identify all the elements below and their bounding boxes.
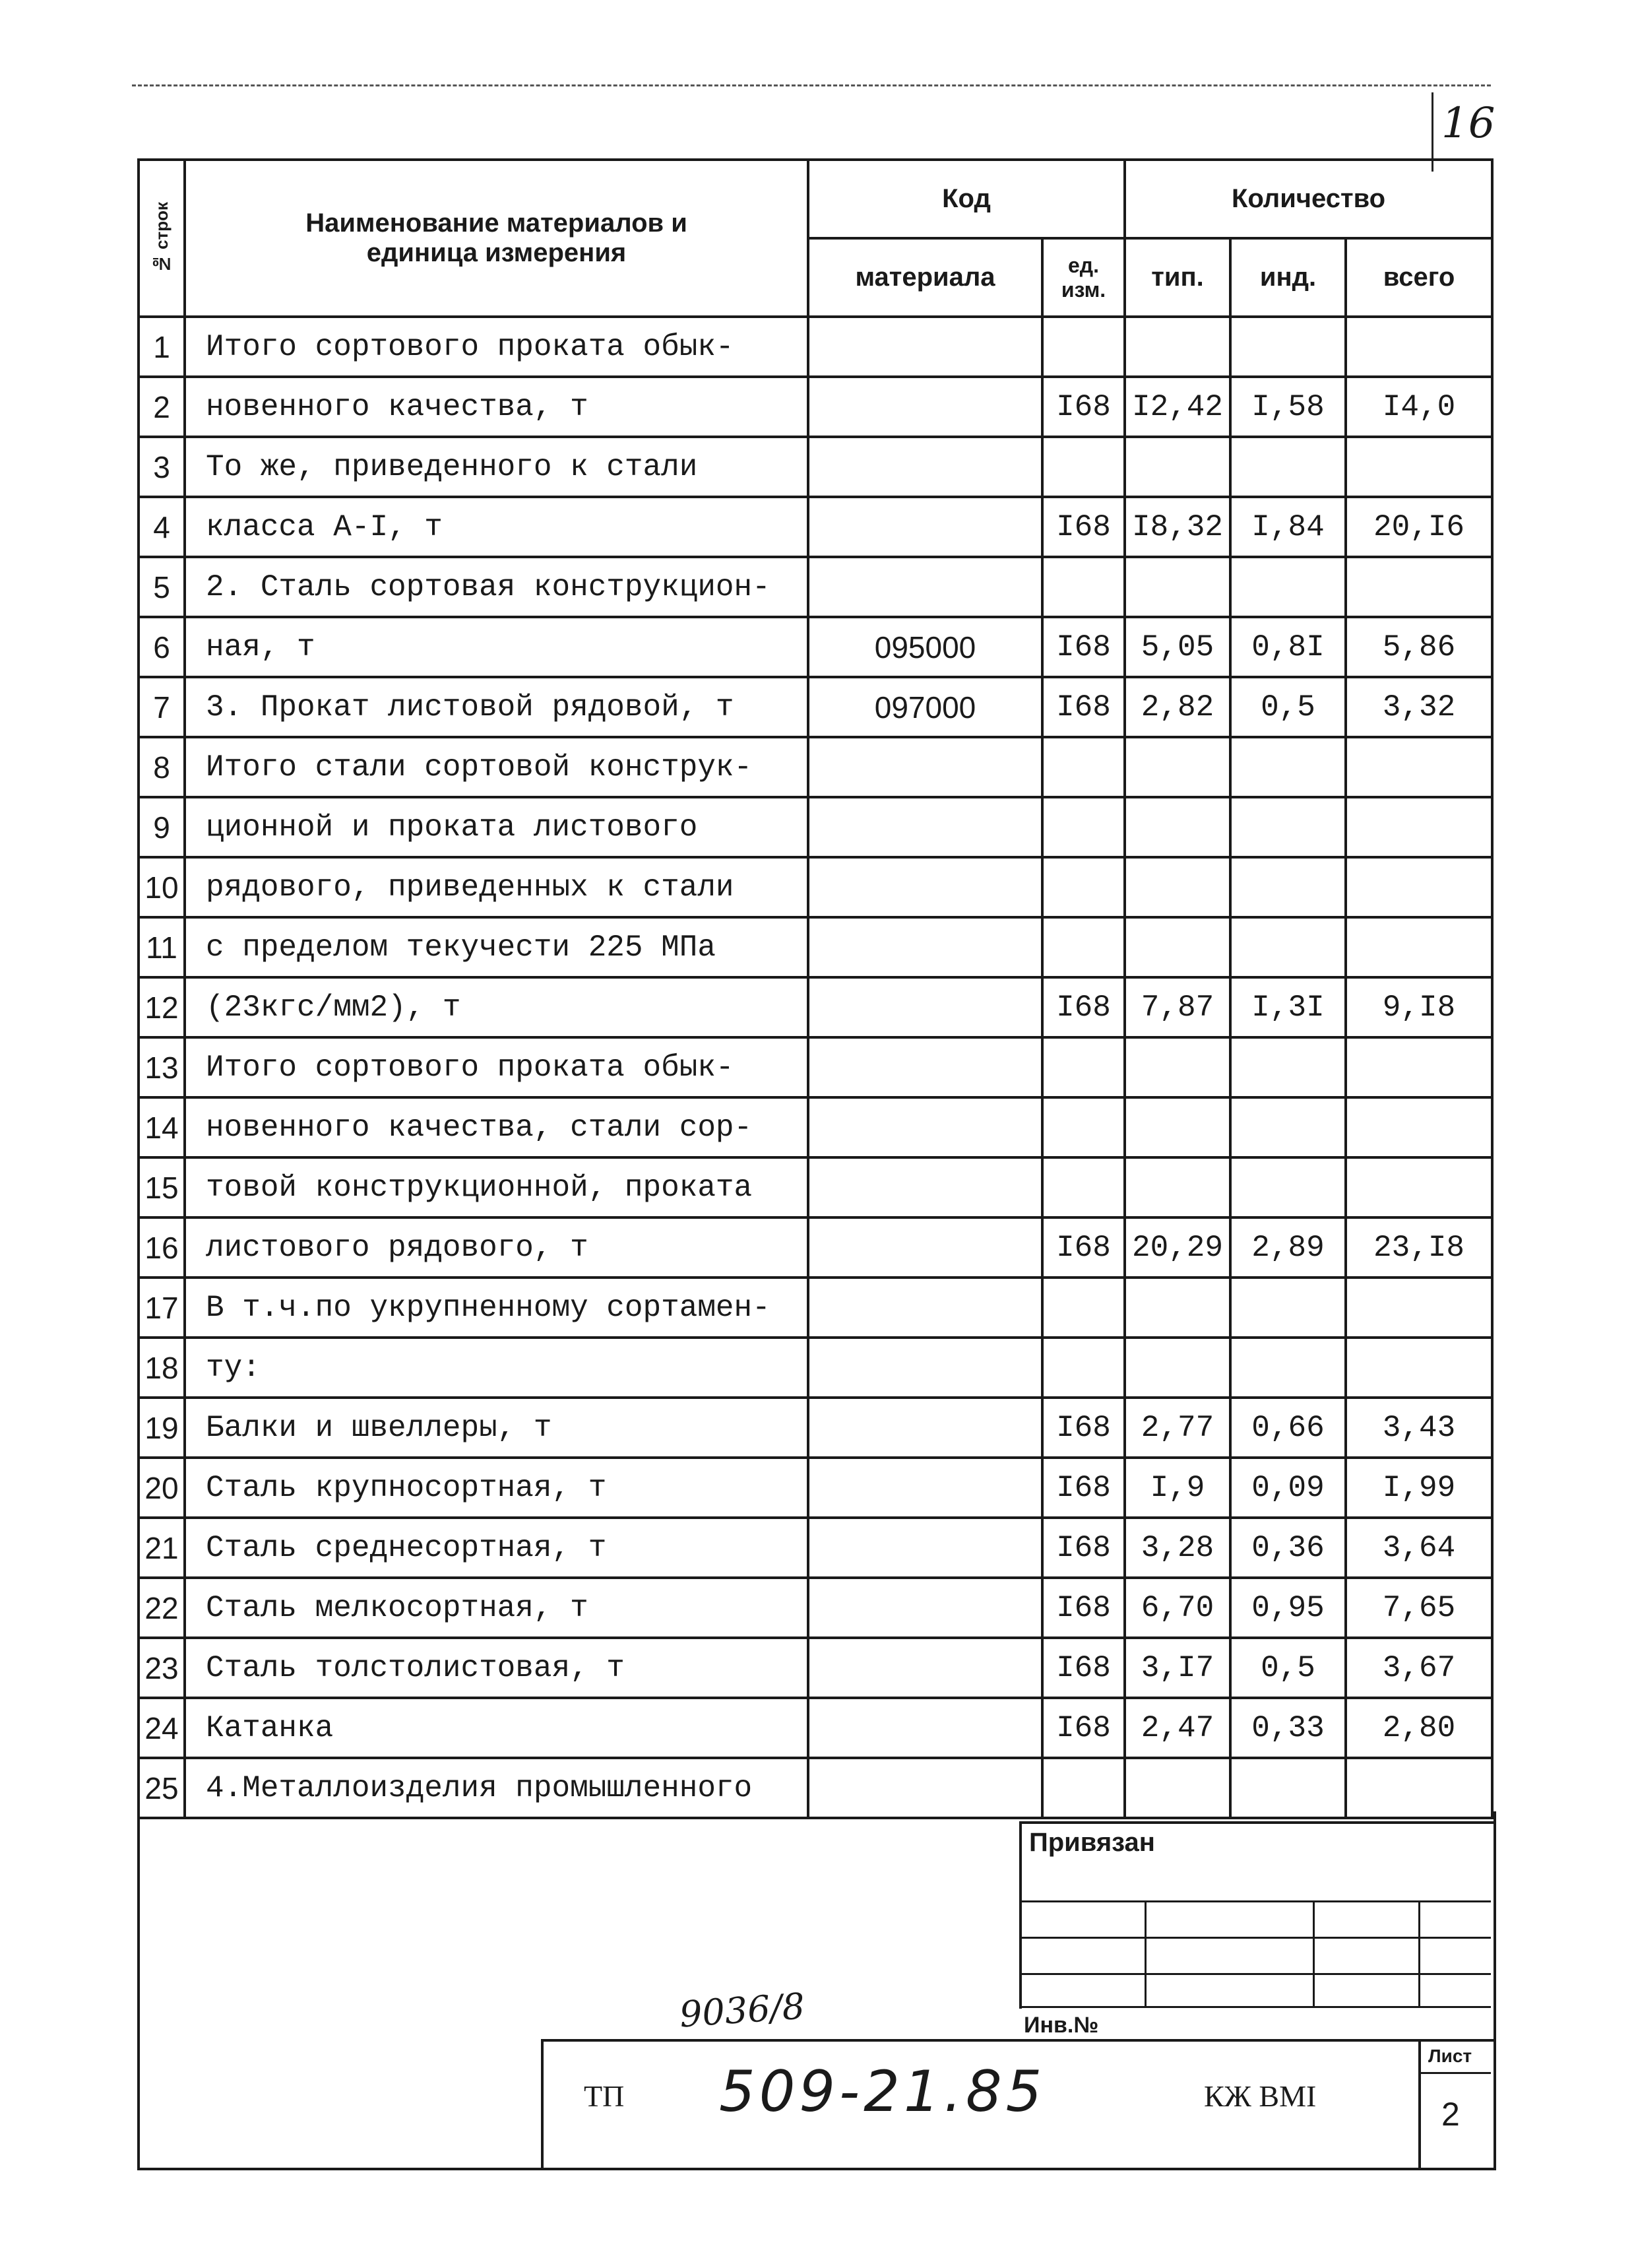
- qty-total: [1346, 1338, 1492, 1398]
- row-number: 13: [139, 1037, 185, 1097]
- inventory-number-label: Инв.№: [1024, 2013, 1099, 2038]
- qty-ind: [1230, 1097, 1346, 1157]
- material-code: [808, 1518, 1042, 1578]
- material-name: Сталь толстолистовая, т: [185, 1638, 808, 1698]
- table-row: [139, 1638, 1492, 1698]
- row-number: 4: [139, 497, 185, 557]
- material-code: [808, 737, 1042, 797]
- qty-typ: [1125, 1157, 1230, 1217]
- header-code: Код: [808, 160, 1125, 238]
- qty-total: I4,0: [1346, 377, 1492, 437]
- material-code: [808, 1638, 1042, 1698]
- unit-code: [1042, 917, 1125, 977]
- table-body: [139, 317, 1492, 1818]
- qty-total: [1346, 1278, 1492, 1338]
- table-row: [139, 977, 1492, 1037]
- material-name: ная, т: [185, 617, 808, 677]
- qty-total: 23,I8: [1346, 1217, 1492, 1278]
- qty-total: [1346, 317, 1492, 377]
- row-number: 12: [139, 977, 185, 1037]
- qty-typ: I2,42: [1125, 377, 1230, 437]
- material-name: рядового, приведенных к стали: [185, 857, 808, 917]
- qty-total: [1346, 917, 1492, 977]
- material-code: [808, 797, 1042, 857]
- unit-code: I68: [1042, 497, 1125, 557]
- qty-typ: 7,87: [1125, 977, 1230, 1037]
- qty-ind: [1230, 1758, 1346, 1818]
- qty-total: I,99: [1346, 1458, 1492, 1518]
- table-row: [139, 437, 1492, 497]
- qty-ind: 0,09: [1230, 1458, 1346, 1518]
- qty-ind: I,3I: [1230, 977, 1346, 1037]
- qty-typ: 3,28: [1125, 1518, 1230, 1578]
- material-name: В т.ч.по укрупненному сортамен-: [185, 1278, 808, 1338]
- qty-total: 3,67: [1346, 1638, 1492, 1698]
- row-number: 9: [139, 797, 185, 857]
- row-number: 11: [139, 917, 185, 977]
- material-code: [808, 1338, 1042, 1398]
- header-row-no-label: № строк: [151, 202, 172, 275]
- header-code-unit: ед. изм.: [1042, 238, 1125, 317]
- material-code: [808, 917, 1042, 977]
- table-row: [139, 917, 1492, 977]
- qty-typ: 3,I7: [1125, 1638, 1230, 1698]
- unit-code: I68: [1042, 1398, 1125, 1458]
- qty-typ: [1125, 737, 1230, 797]
- qty-total: [1346, 797, 1492, 857]
- header-name: Наименование материалов и единица измерения: [185, 160, 808, 317]
- privyazan-vline-1: [1145, 1900, 1147, 2006]
- qty-total: 5,86: [1346, 617, 1492, 677]
- unit-code: [1042, 1758, 1125, 1818]
- qty-typ: [1125, 557, 1230, 617]
- material-code: [808, 1578, 1042, 1638]
- table-row: [139, 1037, 1492, 1097]
- unit-code: [1042, 1157, 1125, 1217]
- qty-ind: [1230, 317, 1346, 377]
- row-number: 8: [139, 737, 185, 797]
- header-qty-typ: тип.: [1125, 238, 1230, 317]
- qty-total: 3,43: [1346, 1398, 1492, 1458]
- material-code: [808, 1157, 1042, 1217]
- qty-ind: 0,36: [1230, 1518, 1346, 1578]
- qty-total: [1346, 437, 1492, 497]
- header-qty-total: всего: [1346, 238, 1492, 317]
- qty-typ: [1125, 1758, 1230, 1818]
- qty-typ: [1125, 917, 1230, 977]
- qty-ind: [1230, 437, 1346, 497]
- row-number: 16: [139, 1217, 185, 1278]
- qty-total: [1346, 1097, 1492, 1157]
- qty-ind: [1230, 857, 1346, 917]
- row-number: 7: [139, 677, 185, 737]
- qty-total: 2,80: [1346, 1698, 1492, 1758]
- table-row: [139, 1698, 1492, 1758]
- qty-typ: 2,82: [1125, 677, 1230, 737]
- qty-ind: [1230, 557, 1346, 617]
- qty-total: [1346, 1758, 1492, 1818]
- unit-code: I68: [1042, 377, 1125, 437]
- table-row: [139, 617, 1492, 677]
- row-number: 10: [139, 857, 185, 917]
- table-row: [139, 1097, 1492, 1157]
- material-code: [808, 377, 1042, 437]
- row-number: 17: [139, 1278, 185, 1338]
- qty-ind: [1230, 737, 1346, 797]
- top-cut-line: [132, 84, 1491, 86]
- qty-typ: I8,32: [1125, 497, 1230, 557]
- header-code-material: материала: [808, 238, 1042, 317]
- qty-ind: [1230, 1037, 1346, 1097]
- unit-code: [1042, 857, 1125, 917]
- table-row: [139, 1338, 1492, 1398]
- qty-ind: 2,89: [1230, 1217, 1346, 1278]
- material-code: [808, 1037, 1042, 1097]
- material-name: листового рядового, т: [185, 1217, 808, 1278]
- document-mark: КЖ ВМI: [1204, 2079, 1317, 2113]
- material-code: [808, 1398, 1042, 1458]
- row-number: 24: [139, 1698, 185, 1758]
- qty-typ: [1125, 437, 1230, 497]
- row-number: 25: [139, 1758, 185, 1818]
- qty-ind: 0,5: [1230, 1638, 1346, 1698]
- row-number: 21: [139, 1518, 185, 1578]
- row-number: 5: [139, 557, 185, 617]
- unit-code: [1042, 317, 1125, 377]
- qty-total: 3,64: [1346, 1518, 1492, 1578]
- material-code: [808, 1458, 1042, 1518]
- material-name: новенного качества, т: [185, 377, 808, 437]
- material-name: с пределом текучести 225 МПа: [185, 917, 808, 977]
- material-name: ционной и проката листового: [185, 797, 808, 857]
- unit-code: I68: [1042, 1518, 1125, 1578]
- qty-total: [1346, 1157, 1492, 1217]
- row-number: 18: [139, 1338, 185, 1398]
- row-number: 3: [139, 437, 185, 497]
- qty-typ: I,9: [1125, 1458, 1230, 1518]
- unit-code: I68: [1042, 1578, 1125, 1638]
- qty-total: 3,32: [1346, 677, 1492, 737]
- material-code: [808, 317, 1042, 377]
- qty-ind: 0,8I: [1230, 617, 1346, 677]
- qty-ind: 0,95: [1230, 1578, 1346, 1638]
- material-name: Сталь крупносортная, т: [185, 1458, 808, 1518]
- table-row: [139, 557, 1492, 617]
- row-number: 22: [139, 1578, 185, 1638]
- qty-typ: 5,05: [1125, 617, 1230, 677]
- qty-total: 7,65: [1346, 1578, 1492, 1638]
- qty-ind: 0,5: [1230, 677, 1346, 737]
- table-row: [139, 1758, 1492, 1818]
- qty-ind: [1230, 1338, 1346, 1398]
- material-code: [808, 1698, 1042, 1758]
- sheet-number: 2: [1441, 2096, 1460, 2133]
- material-code: [808, 497, 1042, 557]
- row-number: 15: [139, 1157, 185, 1217]
- header-qty-ind: инд.: [1230, 238, 1346, 317]
- material-name: Балки и швеллеры, т: [185, 1398, 808, 1458]
- privyazan-label: Привязан: [1029, 1828, 1155, 1857]
- qty-total: 20,I6: [1346, 497, 1492, 557]
- unit-code: [1042, 1097, 1125, 1157]
- qty-total: [1346, 557, 1492, 617]
- material-name: ту:: [185, 1338, 808, 1398]
- table-row: [139, 1578, 1492, 1638]
- table-row: [139, 797, 1492, 857]
- qty-typ: 20,29: [1125, 1217, 1230, 1278]
- row-number: 6: [139, 617, 185, 677]
- material-name: 2. Сталь сортовая конструкцион-: [185, 557, 808, 617]
- qty-typ: [1125, 1037, 1230, 1097]
- table-row: [139, 317, 1492, 377]
- unit-code: [1042, 797, 1125, 857]
- unit-code: [1042, 557, 1125, 617]
- table-row: [139, 377, 1492, 437]
- header-quantity: Количество: [1125, 160, 1492, 238]
- qty-ind: 0,66: [1230, 1398, 1346, 1458]
- sheet-box-divider: [1418, 2072, 1491, 2074]
- material-code: [808, 557, 1042, 617]
- qty-total: [1346, 1037, 1492, 1097]
- table-row: [139, 857, 1492, 917]
- unit-code: [1042, 1037, 1125, 1097]
- material-code: [808, 1758, 1042, 1818]
- table-row: [139, 1157, 1492, 1217]
- unit-code: I68: [1042, 617, 1125, 677]
- qty-typ: [1125, 1097, 1230, 1157]
- unit-code: [1042, 437, 1125, 497]
- material-name: Итого сортового проката обык-: [185, 317, 808, 377]
- unit-code: I68: [1042, 1458, 1125, 1518]
- unit-code: I68: [1042, 977, 1125, 1037]
- qty-ind: I,58: [1230, 377, 1346, 437]
- table-row: [139, 1217, 1492, 1278]
- material-name: Сталь среднесортная, т: [185, 1518, 808, 1578]
- table-row: [139, 1458, 1492, 1518]
- privyazan-vline-3: [1418, 1900, 1420, 2006]
- qty-typ: [1125, 797, 1230, 857]
- handwritten-number: 9036/8: [678, 1985, 806, 2036]
- table-row: [139, 1398, 1492, 1458]
- qty-total: [1346, 737, 1492, 797]
- qty-ind: [1230, 797, 1346, 857]
- row-number: 19: [139, 1398, 185, 1458]
- material-code: [808, 1217, 1042, 1278]
- material-name: (23кгс/мм2), т: [185, 977, 808, 1037]
- qty-typ: [1125, 317, 1230, 377]
- qty-typ: 6,70: [1125, 1578, 1230, 1638]
- qty-ind: 0,33: [1230, 1698, 1346, 1758]
- document-code: 509-21.85: [719, 2059, 1046, 2125]
- qty-typ: [1125, 1278, 1230, 1338]
- material-code: [808, 977, 1042, 1037]
- material-name: Сталь мелкосортная, т: [185, 1578, 808, 1638]
- row-number: 14: [139, 1097, 185, 1157]
- qty-typ: [1125, 1338, 1230, 1398]
- material-name: класса А-I, т: [185, 497, 808, 557]
- table-row: [139, 1518, 1492, 1578]
- material-name: Катанка: [185, 1698, 808, 1758]
- material-name: То же, приведенного к стали: [185, 437, 808, 497]
- row-number: 23: [139, 1638, 185, 1698]
- qty-ind: [1230, 917, 1346, 977]
- qty-typ: [1125, 857, 1230, 917]
- sheet-label: Лист: [1428, 2046, 1472, 2066]
- qty-total: [1346, 857, 1492, 917]
- material-code: [808, 437, 1042, 497]
- qty-typ: 2,47: [1125, 1698, 1230, 1758]
- material-code: [808, 1097, 1042, 1157]
- unit-code: [1042, 1278, 1125, 1338]
- qty-ind: [1230, 1157, 1346, 1217]
- unit-code: I68: [1042, 1638, 1125, 1698]
- table-row: [139, 497, 1492, 557]
- table-row: [139, 737, 1492, 797]
- qty-total: 9,I8: [1346, 977, 1492, 1037]
- unit-code: [1042, 1338, 1125, 1398]
- material-name: 4.Металлоизделия промышленного: [185, 1758, 808, 1818]
- material-code: 095000: [808, 617, 1042, 677]
- material-code: [808, 857, 1042, 917]
- privyazan-vline-2: [1313, 1900, 1315, 2006]
- privyazan-line-4: [1019, 2006, 1491, 2008]
- row-number: 1: [139, 317, 185, 377]
- qty-ind: [1230, 1278, 1346, 1338]
- material-code: 097000: [808, 677, 1042, 737]
- qty-typ: 2,77: [1125, 1398, 1230, 1458]
- material-name: товой конструкционной, проката: [185, 1157, 808, 1217]
- row-number: 2: [139, 377, 185, 437]
- unit-code: I68: [1042, 677, 1125, 737]
- qty-ind: I,84: [1230, 497, 1346, 557]
- material-name: Итого стали сортовой конструк-: [185, 737, 808, 797]
- unit-code: I68: [1042, 1217, 1125, 1278]
- unit-code: [1042, 737, 1125, 797]
- page-number: 16: [1441, 99, 1495, 148]
- title-block-tp: ТП: [584, 2079, 625, 2113]
- materials-table: [137, 158, 1494, 1819]
- material-name: новенного качества, стали сор-: [185, 1097, 808, 1157]
- table-row: [139, 1278, 1492, 1338]
- material-name: Итого сортового проката обык-: [185, 1037, 808, 1097]
- table-row: [139, 677, 1492, 737]
- material-name: 3. Прокат листовой рядовой, т: [185, 677, 808, 737]
- unit-code: I68: [1042, 1698, 1125, 1758]
- material-code: [808, 1278, 1042, 1338]
- row-number: 20: [139, 1458, 185, 1518]
- header-row-no: [139, 160, 185, 317]
